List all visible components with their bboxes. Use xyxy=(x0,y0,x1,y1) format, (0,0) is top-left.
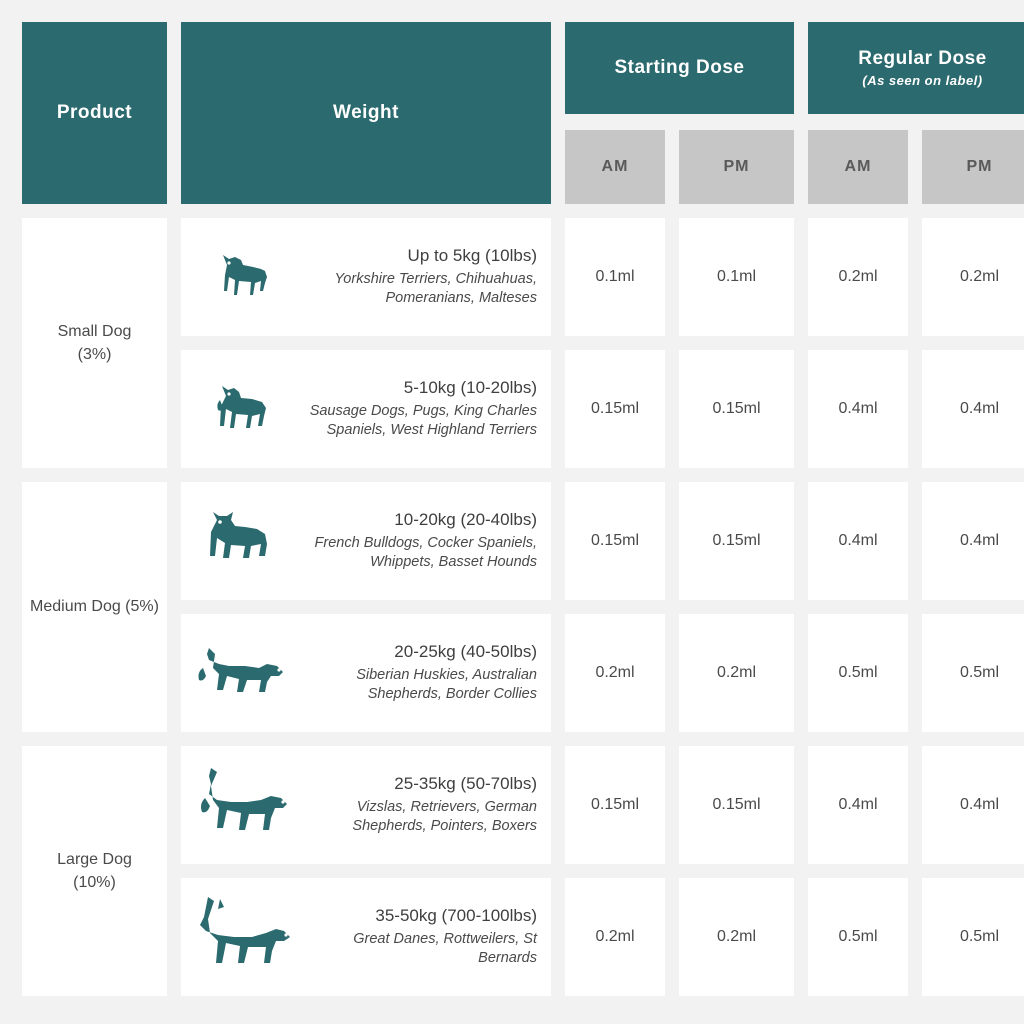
dosage-grid xyxy=(22,22,1004,996)
header-starting-dose xyxy=(565,22,794,114)
dose-reg-pm: 0.5ml xyxy=(922,878,1024,996)
dose-reg-am: 0.4ml xyxy=(808,350,908,468)
border-collie-icon xyxy=(189,642,297,704)
great-dane-icon xyxy=(189,897,297,977)
header-starting-am: AM xyxy=(565,130,665,204)
dose-start-pm: 0.1ml xyxy=(679,218,794,336)
header-weight xyxy=(181,22,551,204)
dose-reg-am: 0.4ml xyxy=(808,746,908,864)
header-regular-dose-label: Regular Dose xyxy=(858,48,987,69)
product-cell-small xyxy=(22,218,167,468)
header-product-label: Product xyxy=(56,102,133,123)
weight-breeds: Yorkshire Terriers, Chihuahuas, Pomeranians, Malteses xyxy=(334,270,537,307)
weight-text xyxy=(297,773,537,837)
dose-start-pm: 0.15ml xyxy=(679,746,794,864)
weight-range: 5-10kg (10-20lbs) xyxy=(403,377,537,397)
pointer-icon xyxy=(189,766,297,844)
weight-cell xyxy=(181,350,551,468)
weight-cell xyxy=(181,614,551,732)
dose-reg-am: 0.4ml xyxy=(808,482,908,600)
product-name: Small Dog xyxy=(57,322,132,340)
dose-start-pm: 0.2ml xyxy=(679,878,794,996)
header-product xyxy=(22,22,167,204)
dose-start-am: 0.2ml xyxy=(565,878,665,996)
dose-start-am: 0.15ml xyxy=(565,350,665,468)
header-starting-dose-label: Starting Dose xyxy=(614,57,745,79)
weight-breeds: Vizslas, Retrievers, German Shepherds, Pointers, Boxers xyxy=(352,798,537,835)
west-highland-terrier-icon xyxy=(189,380,297,438)
weight-range: Up to 5kg (10lbs) xyxy=(407,245,537,265)
product-name: Medium Dog (5%) xyxy=(30,598,159,616)
header-body-gap xyxy=(22,204,1024,218)
weight-cell xyxy=(181,746,551,864)
row-gap xyxy=(181,336,1024,350)
row-gap xyxy=(181,864,1024,878)
header-regular-pm: PM xyxy=(922,130,1024,204)
weight-cell xyxy=(181,878,551,996)
band-gap xyxy=(22,468,1024,482)
dose-reg-am: 0.5ml xyxy=(808,878,908,996)
dose-reg-pm: 0.4ml xyxy=(922,350,1024,468)
weight-breeds: Sausage Dogs, Pugs, King Charles Spaniels, West Highland Terriers xyxy=(309,402,537,439)
weight-range: 25-35kg (50-70lbs) xyxy=(394,773,537,793)
weight-text xyxy=(297,509,537,573)
dose-reg-am: 0.5ml xyxy=(808,614,908,732)
product-percent: (3%) xyxy=(77,346,112,363)
band-gap xyxy=(22,732,1024,746)
dose-reg-pm: 0.5ml xyxy=(922,614,1024,732)
product-cell-medium xyxy=(22,482,167,732)
dose-reg-pm: 0.4ml xyxy=(922,746,1024,864)
product-name: Large Dog xyxy=(57,850,132,868)
weight-range: 20-25kg (40-50lbs) xyxy=(394,641,537,661)
weight-text xyxy=(297,245,537,309)
weight-text xyxy=(297,905,537,969)
chihuahua-icon xyxy=(189,251,297,303)
dose-reg-pm: 0.2ml xyxy=(922,218,1024,336)
weight-breeds: French Bulldogs, Cocker Spaniels, Whippets, Basset Hounds xyxy=(314,534,537,571)
header-regular-dose xyxy=(808,22,1024,114)
dose-start-am: 0.2ml xyxy=(565,614,665,732)
dose-reg-pm: 0.4ml xyxy=(922,482,1024,600)
header-regular-dose-sublabel: (As seen on label) xyxy=(862,72,983,88)
weight-cell xyxy=(181,482,551,600)
weight-cell xyxy=(181,218,551,336)
dose-start-am: 0.1ml xyxy=(565,218,665,336)
row-gap xyxy=(181,600,1024,614)
weight-text xyxy=(297,377,537,441)
header-starting-pm: PM xyxy=(679,130,794,204)
french-bulldog-icon xyxy=(189,510,297,572)
dose-start-am: 0.15ml xyxy=(565,746,665,864)
weight-range: 35-50kg (700-100lbs) xyxy=(375,905,537,925)
dose-start-pm: 0.2ml xyxy=(679,614,794,732)
dose-start-am: 0.15ml xyxy=(565,482,665,600)
weight-text xyxy=(297,641,537,705)
product-percent: (10%) xyxy=(73,874,116,891)
weight-breeds: Great Danes, Rottweilers, St Bernards xyxy=(353,930,537,967)
weight-range: 10-20kg (20-40lbs) xyxy=(394,509,537,529)
dose-start-pm: 0.15ml xyxy=(679,482,794,600)
header-regular-am: AM xyxy=(808,130,908,204)
dose-start-pm: 0.15ml xyxy=(679,350,794,468)
header-weight-label: Weight xyxy=(333,102,399,123)
product-cell-large xyxy=(22,746,167,996)
weight-breeds: Siberian Huskies, Australian Shepherds, Border Collies xyxy=(356,666,537,703)
dose-reg-am: 0.2ml xyxy=(808,218,908,336)
